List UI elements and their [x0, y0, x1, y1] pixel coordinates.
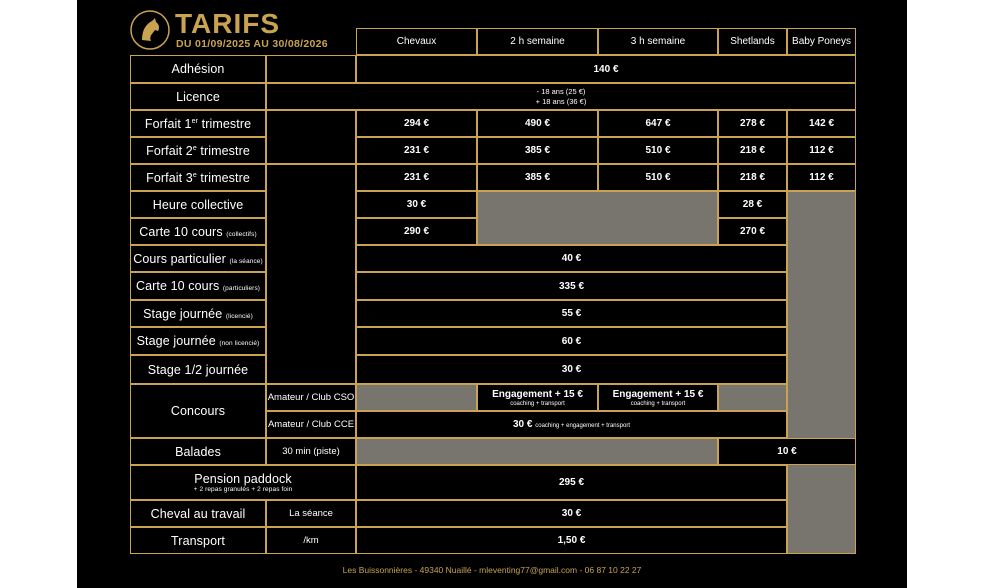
price-forfait2-shetlands: 218 € [718, 137, 787, 164]
price-forfait1-baby: 142 € [787, 110, 856, 137]
row-label-adhesion: Adhésion [130, 55, 266, 83]
licence-prices [266, 83, 856, 110]
row-label-stage-demi: Stage 1/2 journée [130, 355, 266, 384]
price-forfait1-shetlands: 278 € [718, 110, 787, 137]
row-label-forfait-3: Forfait 3e trimestre [130, 164, 266, 191]
row-label-forfait-1: Forfait 1er trimestre [130, 110, 266, 137]
transport-unit: /km [266, 527, 356, 554]
price-adhesion: 140 € [356, 55, 856, 83]
row-label-concours: Concours [130, 384, 266, 438]
row-label-stage-licencie: Stage journée (licencié) [130, 300, 266, 327]
unavailable-cell [356, 384, 477, 411]
price-stage-licencie: 55 € [356, 300, 787, 327]
price-forfait3-chevaux: 231 € [356, 164, 477, 191]
row-label-pension: Pension paddock + 2 repas granulés + 2 repas foin [130, 465, 356, 500]
unavailable-cell [787, 191, 856, 554]
row-label-carte10-collectifs: Carte 10 cours (collectifs) [130, 218, 266, 245]
price-stage-demi: 30 € [356, 355, 787, 384]
empty-cell [266, 164, 356, 384]
price-forfait2-chevaux: 231 € [356, 137, 477, 164]
price-stage-non-licencie: 60 € [356, 327, 787, 355]
price-carte10-chevaux: 290 € [356, 218, 477, 245]
licence-under-18: - 18 ans (25 €) [536, 86, 586, 96]
price-forfait3-3h: 510 € [598, 164, 718, 191]
price-heure-collective-chevaux: 30 € [356, 191, 477, 218]
price-forfait1-2h: 490 € [477, 110, 598, 137]
row-label-cheval-travail: Cheval au travail [130, 500, 266, 527]
price-transport: 1,50 € [356, 527, 787, 554]
concours-cso-label: Amateur / Club CSO [266, 384, 356, 411]
row-label-forfait-2: Forfait 2e trimestre [130, 137, 266, 164]
col-header-3h: 3 h semaine [598, 28, 718, 55]
price-concours-cso-2h: Engagement + 15 € coaching + transport [477, 384, 598, 411]
col-header-chevaux: Chevaux [356, 28, 477, 55]
row-label-transport: Transport [130, 527, 266, 554]
balades-duration: 30 min (piste) [266, 438, 356, 465]
unavailable-cell [356, 438, 718, 465]
empty-cell [266, 110, 356, 164]
price-concours-cso-3h: Engagement + 15 € coaching + transport [598, 384, 718, 411]
price-forfait1-chevaux: 294 € [356, 110, 477, 137]
footer-contact: Les Buissonnières - 49340 Nuaillé - mleventing77@gmail.com - 06 87 10 22 27 [342, 565, 642, 575]
price-forfait3-2h: 385 € [477, 164, 598, 191]
price-pension: 295 € [356, 465, 787, 500]
price-cheval-travail: 30 € [356, 500, 787, 527]
col-header-baby-poneys: Baby Poneys [787, 28, 856, 55]
price-forfait1-3h: 647 € [598, 110, 718, 137]
price-cours-particulier: 40 € [356, 245, 787, 272]
row-label-heure-collective: Heure collective [130, 191, 266, 218]
price-forfait3-shetlands: 218 € [718, 164, 787, 191]
row-label-stage-non-licencie: Stage journée (non licencié) [130, 327, 266, 355]
col-header-shetlands: Shetlands [718, 28, 787, 55]
price-forfait3-baby: 112 € [787, 164, 856, 191]
unavailable-cell [718, 384, 787, 411]
licence-over-18: + 18 ans (36 €) [535, 96, 587, 106]
empty-cell [266, 55, 356, 83]
row-label-carte10-particuliers: Carte 10 cours (particuliers) [130, 272, 266, 300]
price-heure-collective-shetlands: 28 € [718, 191, 787, 218]
price-concours-cce: 30 € coaching + engagement + transport [356, 411, 787, 438]
date-range: DU 01/09/2025 AU 30/08/2026 [176, 38, 328, 50]
row-label-balades: Balades [130, 438, 266, 465]
page-title: TARIFS [175, 8, 281, 39]
row-label-cours-particulier: Cours particulier (la séance) [130, 245, 266, 272]
price-carte10-shetlands: 270 € [718, 218, 787, 245]
row-label-licence: Licence [130, 83, 266, 110]
price-forfait2-3h: 510 € [598, 137, 718, 164]
col-header-2h: 2 h semaine [477, 28, 598, 55]
price-balades: 10 € [718, 438, 856, 465]
cheval-travail-unit: La séance [266, 500, 356, 527]
price-forfait2-2h: 385 € [477, 137, 598, 164]
price-carte10-particuliers: 335 € [356, 272, 787, 300]
unavailable-cell [477, 191, 718, 245]
price-forfait2-baby: 112 € [787, 137, 856, 164]
concours-cce-label: Amateur / Club CCE [266, 411, 356, 438]
